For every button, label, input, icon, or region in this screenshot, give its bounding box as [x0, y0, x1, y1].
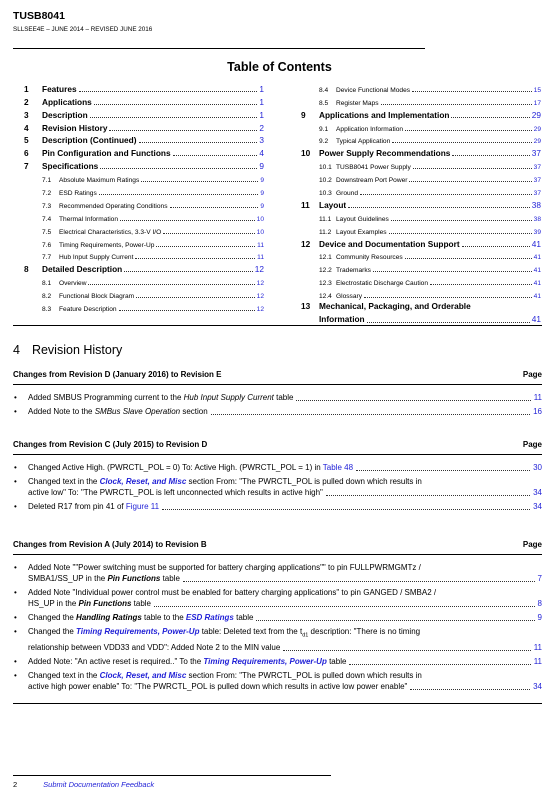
toc-entry[interactable] — [24, 210, 264, 223]
toc-page-link[interactable]: 2 — [259, 122, 264, 133]
toc-page-link[interactable]: 10 — [256, 215, 264, 223]
toc-entry-number: 4 — [24, 122, 29, 133]
toc-entry-label: Power Supply Recommendations — [319, 148, 451, 159]
changes-block-rev-b — [13, 540, 542, 695]
toc-page-link[interactable]: 37 — [531, 148, 541, 159]
submit-feedback-link[interactable]: Submit Documentation Feedback — [43, 780, 155, 789]
toc-entry[interactable] — [301, 287, 541, 300]
toc-page-link[interactable]: 9 — [260, 202, 264, 210]
timing-requirements-link[interactable]: Timing Requirements, Power-Up — [203, 656, 327, 666]
document-title: TUSB8041 — [13, 10, 65, 22]
change-item: • Changed Active High. (PWRCTL_POL = 0) To: Active High. (PWRCTL_POL = 1) in Table 48 30 — [13, 462, 542, 473]
page-footer — [13, 780, 154, 789]
toc-page-link[interactable]: 39 — [533, 228, 541, 236]
toc-page-link[interactable]: 29 — [533, 125, 541, 133]
changes-heading: Changes from Revision C (July 2015) to Revision D Page — [13, 440, 542, 449]
toc-page-link[interactable]: 29 — [531, 109, 541, 120]
toc-entry-number: 10 — [301, 148, 311, 159]
toc-page-link[interactable]: 41 — [533, 293, 541, 301]
toc-entry-number: 7.6 — [42, 241, 52, 249]
toc-page-link[interactable]: 9 — [260, 177, 264, 185]
toc-page-link[interactable]: 11 — [257, 241, 264, 249]
section-title: 4 Revision History — [13, 343, 123, 357]
toc-page-link[interactable]: 38 — [531, 199, 541, 210]
toc-left-column — [24, 81, 264, 313]
toc-page-link[interactable]: 41 — [531, 314, 541, 325]
toc-entry-number: 7.4 — [42, 215, 52, 223]
toc-entry[interactable] — [24, 107, 264, 120]
toc-page-link[interactable]: 41 — [533, 254, 541, 262]
toc-entry-label: Features — [42, 83, 77, 94]
toc-page-link[interactable]: 41 — [533, 280, 541, 288]
header-divider — [13, 48, 425, 49]
page-link[interactable]: 11 — [533, 656, 542, 666]
toc-entry-label: Layout Guidelines — [336, 215, 389, 223]
toc-entry-label: Device and Documentation Support — [319, 238, 460, 249]
page-link[interactable]: 34 — [533, 488, 542, 497]
toc-page-link[interactable]: 15 — [533, 86, 541, 94]
toc-entry-label: TUSB8041 Power Supply — [336, 164, 411, 172]
toc-entry-label: Register Maps — [336, 99, 379, 107]
toc-entry[interactable] — [301, 158, 541, 171]
toc-page-link[interactable]: 12 — [256, 280, 264, 288]
toc-entry[interactable] — [301, 145, 541, 158]
change-item: • Added Note: "An active reset is required.." To the Timing Requirements, Power-Up table 11 — [13, 656, 542, 667]
toc-entry-number: 8.3 — [42, 306, 52, 314]
toc-entry-label: Typical Application — [336, 138, 391, 146]
toc-page-link[interactable]: 1 — [259, 109, 264, 120]
change-item: • Changed text in the Clock, Reset, and Misc section From: "The PWRCTL_POL is pulled down which results in active low" To: "The PWRCTL_POL is left unconnected which results in active high" 34 — [13, 476, 542, 498]
toc-entry[interactable] — [301, 107, 541, 120]
toc-entry[interactable] — [301, 223, 541, 236]
toc-entry-number: 7.5 — [42, 228, 52, 236]
toc-entry[interactable] — [301, 171, 541, 184]
toc-entry[interactable] — [301, 94, 541, 107]
toc-entry-number: 10.2 — [319, 177, 332, 185]
toc-page-link[interactable]: 41 — [533, 267, 541, 275]
toc-page-link[interactable]: 4 — [259, 148, 264, 159]
toc-entry[interactable] — [24, 223, 264, 236]
toc-entry[interactable] — [301, 249, 541, 262]
toc-entry-label: Device Functional Modes — [336, 86, 411, 94]
page-link[interactable]: 11 — [533, 393, 542, 402]
page-link[interactable]: 34 — [533, 681, 542, 691]
toc-entry-label: Applications — [42, 96, 92, 107]
document-revision-line: SLLSEE4E – JUNE 2014 – REVISED JUNE 2016 — [13, 26, 153, 33]
toc-page-link[interactable]: 11 — [257, 254, 264, 262]
page-link[interactable]: 7 — [537, 574, 542, 583]
toc-entry-label: Layout Examples — [336, 228, 387, 236]
table-48-link[interactable]: Table 48 — [322, 463, 354, 472]
toc-entry-number: 12.4 — [319, 293, 332, 301]
toc-entry[interactable] — [301, 184, 541, 197]
toc-entry[interactable] — [24, 171, 264, 184]
timing-requirements-link[interactable]: Timing Requirements, Power-Up — [76, 627, 200, 636]
toc-page-link[interactable]: 41 — [531, 238, 541, 249]
toc-entry[interactable] — [24, 145, 264, 158]
change-item: • Changed the Timing Requirements, Power-Up table: Deleted text from the $t_{d1}$ description: "There is no timing relationship between VDD33 and VDD": Added Note 2 to the MIN value 11 — [13, 626, 542, 653]
change-item: • Added Note "Individual power control must be enabled for battery charging applications" to pin GANGED / SMBA2 / HS_UP in the Pin Functions table 8 — [13, 587, 542, 609]
page-number: 2 — [13, 780, 18, 789]
toc-entry-number: 7.2 — [42, 190, 52, 198]
toc-entry[interactable] — [24, 300, 264, 313]
toc-entry[interactable] — [24, 120, 264, 133]
toc-entry-number: 10.1 — [319, 164, 332, 172]
toc-divider — [13, 325, 542, 326]
change-item: • Changed text in the Clock, Reset, and Misc section From: "The PWRCTL_POL is pulled down which results in active high power enable" To: "The PWRCTL_POL is pulled down which results in active low power enable" 34 — [13, 670, 542, 692]
toc-entry[interactable] — [24, 236, 264, 249]
toc-page-link[interactable]: 29 — [533, 138, 541, 146]
toc-entry[interactable] — [301, 133, 541, 146]
toc-entry-label: Specifications — [42, 161, 99, 172]
changes-block-rev-e — [13, 370, 542, 420]
toc-entry[interactable] — [24, 197, 264, 210]
toc-entry-label: Overview — [59, 280, 87, 288]
toc-entry[interactable] — [301, 236, 541, 249]
toc-entry[interactable] — [24, 158, 264, 171]
toc-entry-number: 1 — [24, 83, 29, 94]
changes-heading: Changes from Revision A (July 2014) to Revision B Page — [13, 540, 542, 549]
toc-entry-number: 9 — [301, 109, 306, 120]
toc-entry-label: Absolute Maximum Ratings — [59, 177, 140, 185]
toc-page-link[interactable]: 37 — [533, 164, 541, 172]
toc-entry-number: 8.2 — [42, 293, 52, 301]
toc-entry-label: Recommended Operating Conditions — [59, 202, 168, 210]
toc-entry-number: 5 — [24, 135, 29, 146]
toc-page-link[interactable]: 3 — [259, 135, 264, 146]
toc-entry-label: Community Resources — [336, 254, 403, 262]
toc-page-link[interactable]: 10 — [256, 228, 264, 236]
toc-entry-number: 6 — [24, 148, 29, 159]
toc-entry-number: 11.2 — [319, 228, 332, 236]
change-item: • Added Note ""Power switching must be supported for battery charging applications"" to pin FULLPWRMGMTz / SMBA1/SS_UP in the Pin Functions table 7 — [13, 562, 542, 584]
toc-entry[interactable] — [301, 261, 541, 274]
toc-entry-number: 8.5 — [319, 99, 329, 107]
changes-end-divider — [13, 703, 542, 704]
toc-page-link[interactable]: 37 — [533, 177, 541, 185]
toc-entry-label: Electrostatic Discharge Caution — [336, 280, 428, 288]
toc-entry-number: 9.1 — [319, 125, 329, 133]
toc-entry-number: 12.1 — [319, 254, 332, 262]
toc-page-link[interactable]: 1 — [259, 96, 264, 107]
toc-entry-number: 8.4 — [319, 86, 329, 94]
clock-reset-misc-link[interactable]: Clock, Reset, and Misc — [99, 477, 187, 486]
toc-entry-label: Trademarks — [336, 267, 371, 275]
page-link[interactable]: 9 — [537, 613, 542, 622]
toc-page-link[interactable]: 12 — [254, 264, 264, 275]
page-link[interactable]: 16 — [533, 407, 542, 416]
clock-reset-misc-link[interactable]: Clock, Reset, and Misc — [99, 670, 187, 680]
toc-page-link[interactable]: 9 — [260, 190, 264, 198]
toc-entry-number: 12.3 — [319, 280, 332, 288]
toc-entry-label: Ground — [336, 190, 358, 198]
toc-entry-label: Description — [42, 109, 88, 120]
toc-entry-label: Detailed Description — [42, 264, 123, 275]
toc-entry[interactable] — [24, 81, 264, 94]
change-item: • Added SMBUS Programming current to the Hub Input Supply Current table 11 — [13, 392, 542, 403]
toc-entry-number: 7.7 — [42, 254, 52, 262]
toc-entry-number: 12 — [301, 238, 311, 249]
change-item: • Changed the Handling Ratings table to the ESD Ratings table 9 — [13, 612, 542, 623]
page-link[interactable]: 11 — [533, 642, 542, 652]
toc-entry-label: Description (Continued) — [42, 135, 137, 146]
changes-heading: Changes from Revision D (January 2016) to Revision E Page — [13, 370, 542, 379]
toc-entry-label: Downstream Port Power — [336, 177, 408, 185]
page-link[interactable]: 34 — [533, 502, 542, 511]
toc-page-link[interactable]: 12 — [256, 306, 264, 314]
toc-entry-label: Electrical Characteristics, 3.3-V I/O — [59, 228, 162, 236]
toc-entry-label: Functional Block Diagram — [59, 293, 135, 301]
toc-entry[interactable] — [24, 287, 264, 300]
toc-page-link[interactable]: 12 — [256, 293, 264, 301]
toc-entry-number: 3 — [24, 109, 29, 120]
toc-entry[interactable]: 13 Mechanical, Packaging, and Orderable Information 41 — [301, 301, 541, 325]
toc-entry[interactable] — [301, 120, 541, 133]
toc-entry-number: 2 — [24, 96, 29, 107]
toc-page-link[interactable]: 1 — [259, 83, 264, 94]
toc-entry-number: 12.2 — [319, 267, 332, 275]
figure-11-link[interactable]: Figure 11 — [125, 502, 160, 511]
page-link[interactable]: 8 — [537, 599, 542, 608]
toc-entry-label: Timing Requirements, Power-Up — [59, 241, 155, 249]
toc-entry-number: 7 — [24, 161, 29, 172]
toc-page-link[interactable]: 38 — [533, 215, 541, 223]
toc-entry-label: ESD Ratings — [59, 190, 97, 198]
toc-entry[interactable] — [301, 210, 541, 223]
toc-right-column — [301, 81, 541, 326]
toc-entry[interactable] — [24, 261, 264, 274]
toc-entry-label: Application Information — [336, 125, 404, 133]
page-header — [13, 10, 152, 33]
changes-block-rev-d — [13, 440, 542, 515]
change-item: • Added Note to the SMBus Slave Operation section 16 — [13, 406, 542, 417]
toc-page-link[interactable]: 37 — [533, 190, 541, 198]
toc-entry-label: Revision History — [42, 122, 108, 133]
toc-page-link[interactable]: 9 — [259, 161, 264, 172]
toc-entry[interactable] — [24, 184, 264, 197]
toc-entry-number: 11 — [301, 199, 310, 210]
toc-entry-label: Applications and Implementation — [319, 109, 450, 120]
toc-entry-number: 10.3 — [319, 190, 332, 198]
footer-divider — [13, 775, 331, 776]
esd-ratings-link[interactable]: ESD Ratings — [185, 613, 234, 622]
toc-entry[interactable] — [301, 81, 541, 94]
toc-entry-label: Feature Description — [59, 306, 117, 314]
toc-entry-number: 8 — [24, 264, 29, 275]
toc-title: Table of Contents — [227, 60, 332, 74]
toc-entry-label: Hub Input Supply Current — [59, 254, 134, 262]
toc-entry-label: Glossary — [336, 293, 363, 301]
toc-entry-number: 8.1 — [42, 280, 52, 288]
change-item: • Deleted R17 from pin 41 of Figure 11 34 — [13, 501, 542, 512]
toc-entry[interactable] — [301, 197, 541, 210]
toc-entry-number: 9.2 — [319, 138, 329, 146]
toc-page-link[interactable]: 17 — [533, 99, 541, 107]
toc-entry-number: 7.3 — [42, 202, 52, 210]
toc-entry[interactable] — [24, 94, 264, 107]
toc-entry[interactable] — [24, 249, 264, 262]
toc-entry[interactable] — [24, 274, 264, 287]
toc-entry-label: Thermal Information — [59, 215, 118, 223]
page-link[interactable]: 30 — [533, 463, 542, 472]
toc-entry-number: 11.1 — [319, 215, 332, 223]
toc-entry[interactable] — [301, 274, 541, 287]
toc-entry-number: 7.1 — [42, 177, 52, 185]
toc-entry-label: Layout — [319, 199, 347, 210]
toc-entry-label: Pin Configuration and Functions — [42, 148, 171, 159]
toc-entry[interactable] — [24, 133, 264, 146]
